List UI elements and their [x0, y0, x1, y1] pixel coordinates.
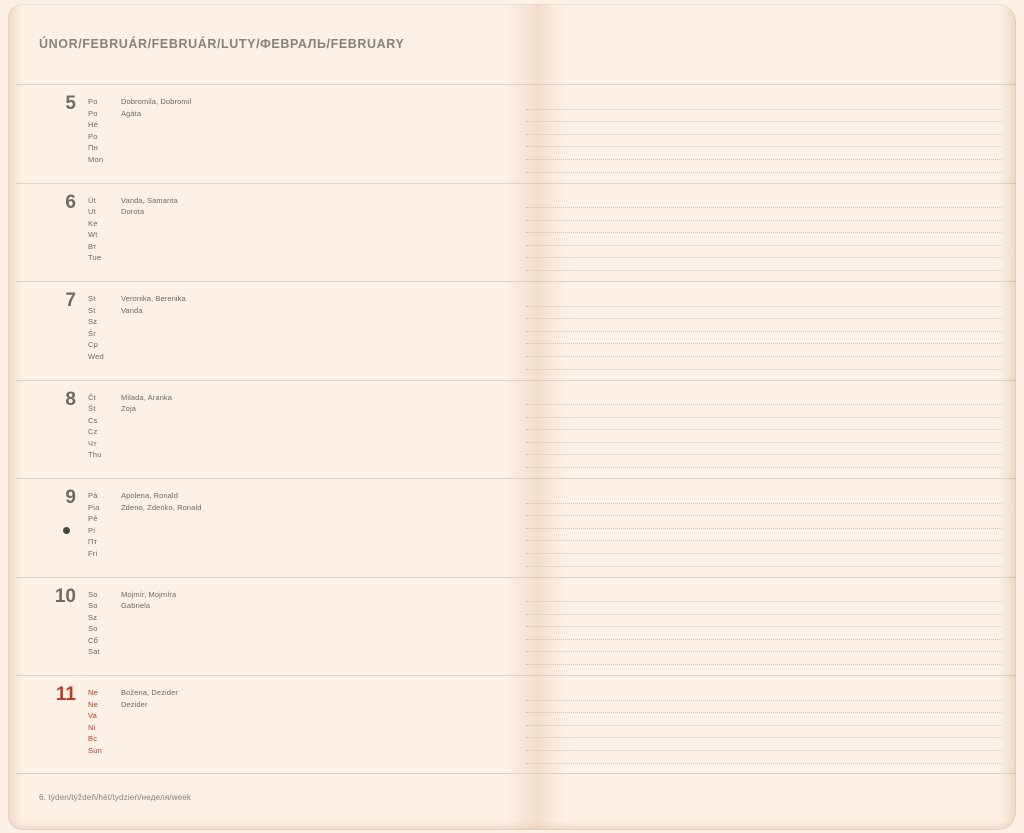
note-line[interactable]: [526, 751, 1002, 764]
day-number: 5: [65, 93, 76, 114]
note-line[interactable]: [526, 590, 1002, 603]
weekday-abbr: Po: [88, 97, 98, 106]
note-line[interactable]: [526, 726, 1002, 739]
weekday-abbr: Št: [88, 404, 96, 414]
weekday-abbr: So: [88, 601, 98, 611]
name-day-entry: Zdeno, Zdenko, Ronald: [121, 502, 202, 512]
note-line[interactable]: [526, 332, 1002, 345]
weekday-abbr: Ut: [88, 207, 96, 217]
note-lines[interactable]: [526, 196, 1002, 272]
note-line[interactable]: [526, 713, 1002, 726]
weekday-abbr: Pia: [88, 502, 100, 512]
note-line[interactable]: [526, 208, 1002, 221]
note-line[interactable]: [526, 738, 1002, 751]
note-lines[interactable]: [526, 590, 1002, 666]
weekday-abbr: St: [88, 305, 96, 315]
note-line[interactable]: [526, 430, 1002, 443]
footer-divider: [16, 773, 1016, 774]
weekday-abbr: Ср: [88, 340, 98, 350]
note-line[interactable]: [526, 455, 1002, 468]
name-days: [121, 293, 186, 316]
note-lines[interactable]: [526, 688, 1002, 764]
weekday-abbr: Ne: [88, 699, 98, 709]
name-days: [121, 392, 172, 415]
note-line[interactable]: [526, 504, 1002, 517]
note-line[interactable]: [526, 541, 1002, 554]
note-line[interactable]: [526, 554, 1002, 567]
note-line[interactable]: [526, 357, 1002, 370]
note-line[interactable]: [526, 615, 1002, 628]
note-line[interactable]: [526, 221, 1002, 234]
day-row: [16, 281, 1016, 380]
weekday-abbr: Вт: [88, 241, 97, 251]
weekday-abbreviations: [88, 293, 118, 363]
weekday-abbreviations: [88, 195, 118, 265]
note-line[interactable]: [526, 319, 1002, 332]
name-day-entry: Veronika, Berenika: [121, 294, 186, 303]
weekday-abbr: Pá: [88, 491, 98, 500]
name-day-entry: Dobromila, Dobromil: [121, 97, 192, 106]
page-title: ÚNOR/FEBRUÁR/FEBRUÁR/LUTY/ФЕВРАЛЬ/FEBRUARY: [39, 37, 405, 51]
note-lines[interactable]: [526, 97, 1002, 173]
note-line[interactable]: [526, 110, 1002, 123]
name-day-entry: Gabriela: [121, 601, 151, 611]
day-number: 11: [55, 684, 76, 705]
note-line[interactable]: [526, 418, 1002, 431]
weekday-abbr: Cs: [88, 415, 98, 425]
name-day-entry: Milada, Aranka: [121, 392, 173, 402]
week-number-label: 6. týden/týždeň/hét/tydzień/неделя/week: [39, 793, 192, 802]
weekday-abbr: Hé: [88, 120, 98, 130]
weekday-abbr: Čt: [88, 392, 96, 402]
day-number: 8: [65, 388, 76, 410]
day-row: [16, 478, 1016, 577]
weekday-abbr: Sz: [88, 317, 98, 327]
weekday-abbreviations: [88, 490, 118, 560]
weekday-abbr: Сб: [88, 635, 99, 645]
note-line[interactable]: [526, 135, 1002, 148]
name-days: [121, 687, 178, 710]
note-line[interactable]: [526, 516, 1002, 529]
day-row: [16, 84, 1016, 183]
note-line[interactable]: [526, 196, 1002, 209]
note-line[interactable]: [526, 307, 1002, 320]
day-row: [16, 183, 1016, 282]
note-line[interactable]: [526, 246, 1002, 259]
weekday-abbr: Cz: [88, 427, 98, 437]
weekday-abbreviations: [88, 96, 118, 166]
weekday-abbr: Ne: [88, 688, 98, 697]
weekday-abbr: Mon: [88, 154, 104, 164]
weekday-abbr: Sun: [88, 745, 102, 755]
weekday-abbr: Fri: [88, 548, 98, 558]
name-days: [121, 490, 201, 513]
day-number: 7: [65, 290, 76, 311]
weekday-abbr: Sat: [88, 647, 100, 657]
weekday-abbr: Po: [88, 131, 98, 141]
note-line[interactable]: [526, 258, 1002, 271]
day-rows-container: [16, 84, 1016, 774]
name-day-entry: Agáta: [121, 108, 142, 118]
note-lines[interactable]: [526, 393, 1002, 469]
name-day-entry: Zoja: [121, 404, 136, 414]
weekday-abbr: So: [88, 624, 98, 634]
note-line[interactable]: [526, 602, 1002, 615]
day-number: 10: [54, 585, 76, 607]
name-days: [121, 589, 176, 612]
note-line[interactable]: [526, 405, 1002, 418]
page-surface: [8, 4, 1016, 830]
note-lines[interactable]: [526, 491, 1002, 567]
day-number: 9: [65, 487, 76, 508]
weekday-abbr: Ni: [88, 722, 96, 732]
name-day-entry: Apolena, Ronald: [121, 491, 178, 500]
weekday-abbreviations: [88, 687, 118, 757]
note-line[interactable]: [526, 640, 1002, 653]
weekday-abbr: Sz: [88, 612, 98, 622]
weekday-abbr: Чт: [88, 438, 97, 448]
note-line[interactable]: [526, 393, 1002, 406]
day-row: [16, 380, 1016, 479]
note-line[interactable]: [526, 627, 1002, 640]
note-line[interactable]: [526, 688, 1002, 701]
day-number: 6: [65, 191, 76, 213]
name-day-entry: Vanda: [121, 305, 143, 315]
weekday-abbr: Wt: [88, 230, 98, 240]
note-line[interactable]: [526, 652, 1002, 665]
name-day-entry: Dorota: [121, 207, 145, 217]
page-content: [8, 4, 1016, 830]
note-line[interactable]: [526, 294, 1002, 307]
note-line[interactable]: [526, 122, 1002, 135]
note-line[interactable]: [526, 491, 1002, 504]
note-line[interactable]: [526, 97, 1002, 110]
note-lines[interactable]: [526, 294, 1002, 370]
weekday-abbr: Пн: [88, 143, 98, 153]
weekday-abbr: Śr: [88, 328, 96, 338]
name-day-entry: Mojmír, Mojmíra: [121, 589, 177, 599]
weekday-abbr: Tue: [88, 253, 102, 263]
weekday-abbr: St: [88, 294, 96, 303]
name-day-entry: Vanda, Samanta: [121, 195, 178, 205]
note-line[interactable]: [526, 233, 1002, 246]
weekday-abbr: Út: [88, 195, 96, 205]
note-line[interactable]: [526, 443, 1002, 456]
weekday-abbr: Wed: [88, 351, 104, 361]
weekday-abbr: So: [88, 589, 98, 599]
weekday-abbreviations: [88, 392, 118, 462]
name-days: [121, 195, 178, 218]
weekday-abbreviations: [88, 589, 118, 659]
weekday-abbr: Pi: [88, 525, 96, 535]
name-day-entry: Dezider: [121, 699, 148, 709]
note-line[interactable]: [526, 344, 1002, 357]
weekday-abbr: Ke: [88, 218, 98, 228]
day-row: [16, 675, 1016, 774]
day-row: [16, 577, 1016, 676]
name-days: [121, 96, 191, 119]
name-day-entry: Božena, Dezider: [121, 688, 178, 697]
weekday-abbr: Pé: [88, 514, 98, 524]
note-line[interactable]: [526, 701, 1002, 714]
weekday-abbr: Va: [88, 711, 98, 721]
weekday-abbr: Po: [88, 108, 98, 118]
note-line[interactable]: [526, 529, 1002, 542]
note-line[interactable]: [526, 147, 1002, 160]
weekday-abbr: Пт: [88, 537, 98, 547]
note-line[interactable]: [526, 160, 1002, 173]
weekday-abbr: Вс: [88, 734, 98, 744]
new-moon-icon: [63, 527, 70, 534]
weekday-abbr: Thu: [88, 450, 102, 460]
